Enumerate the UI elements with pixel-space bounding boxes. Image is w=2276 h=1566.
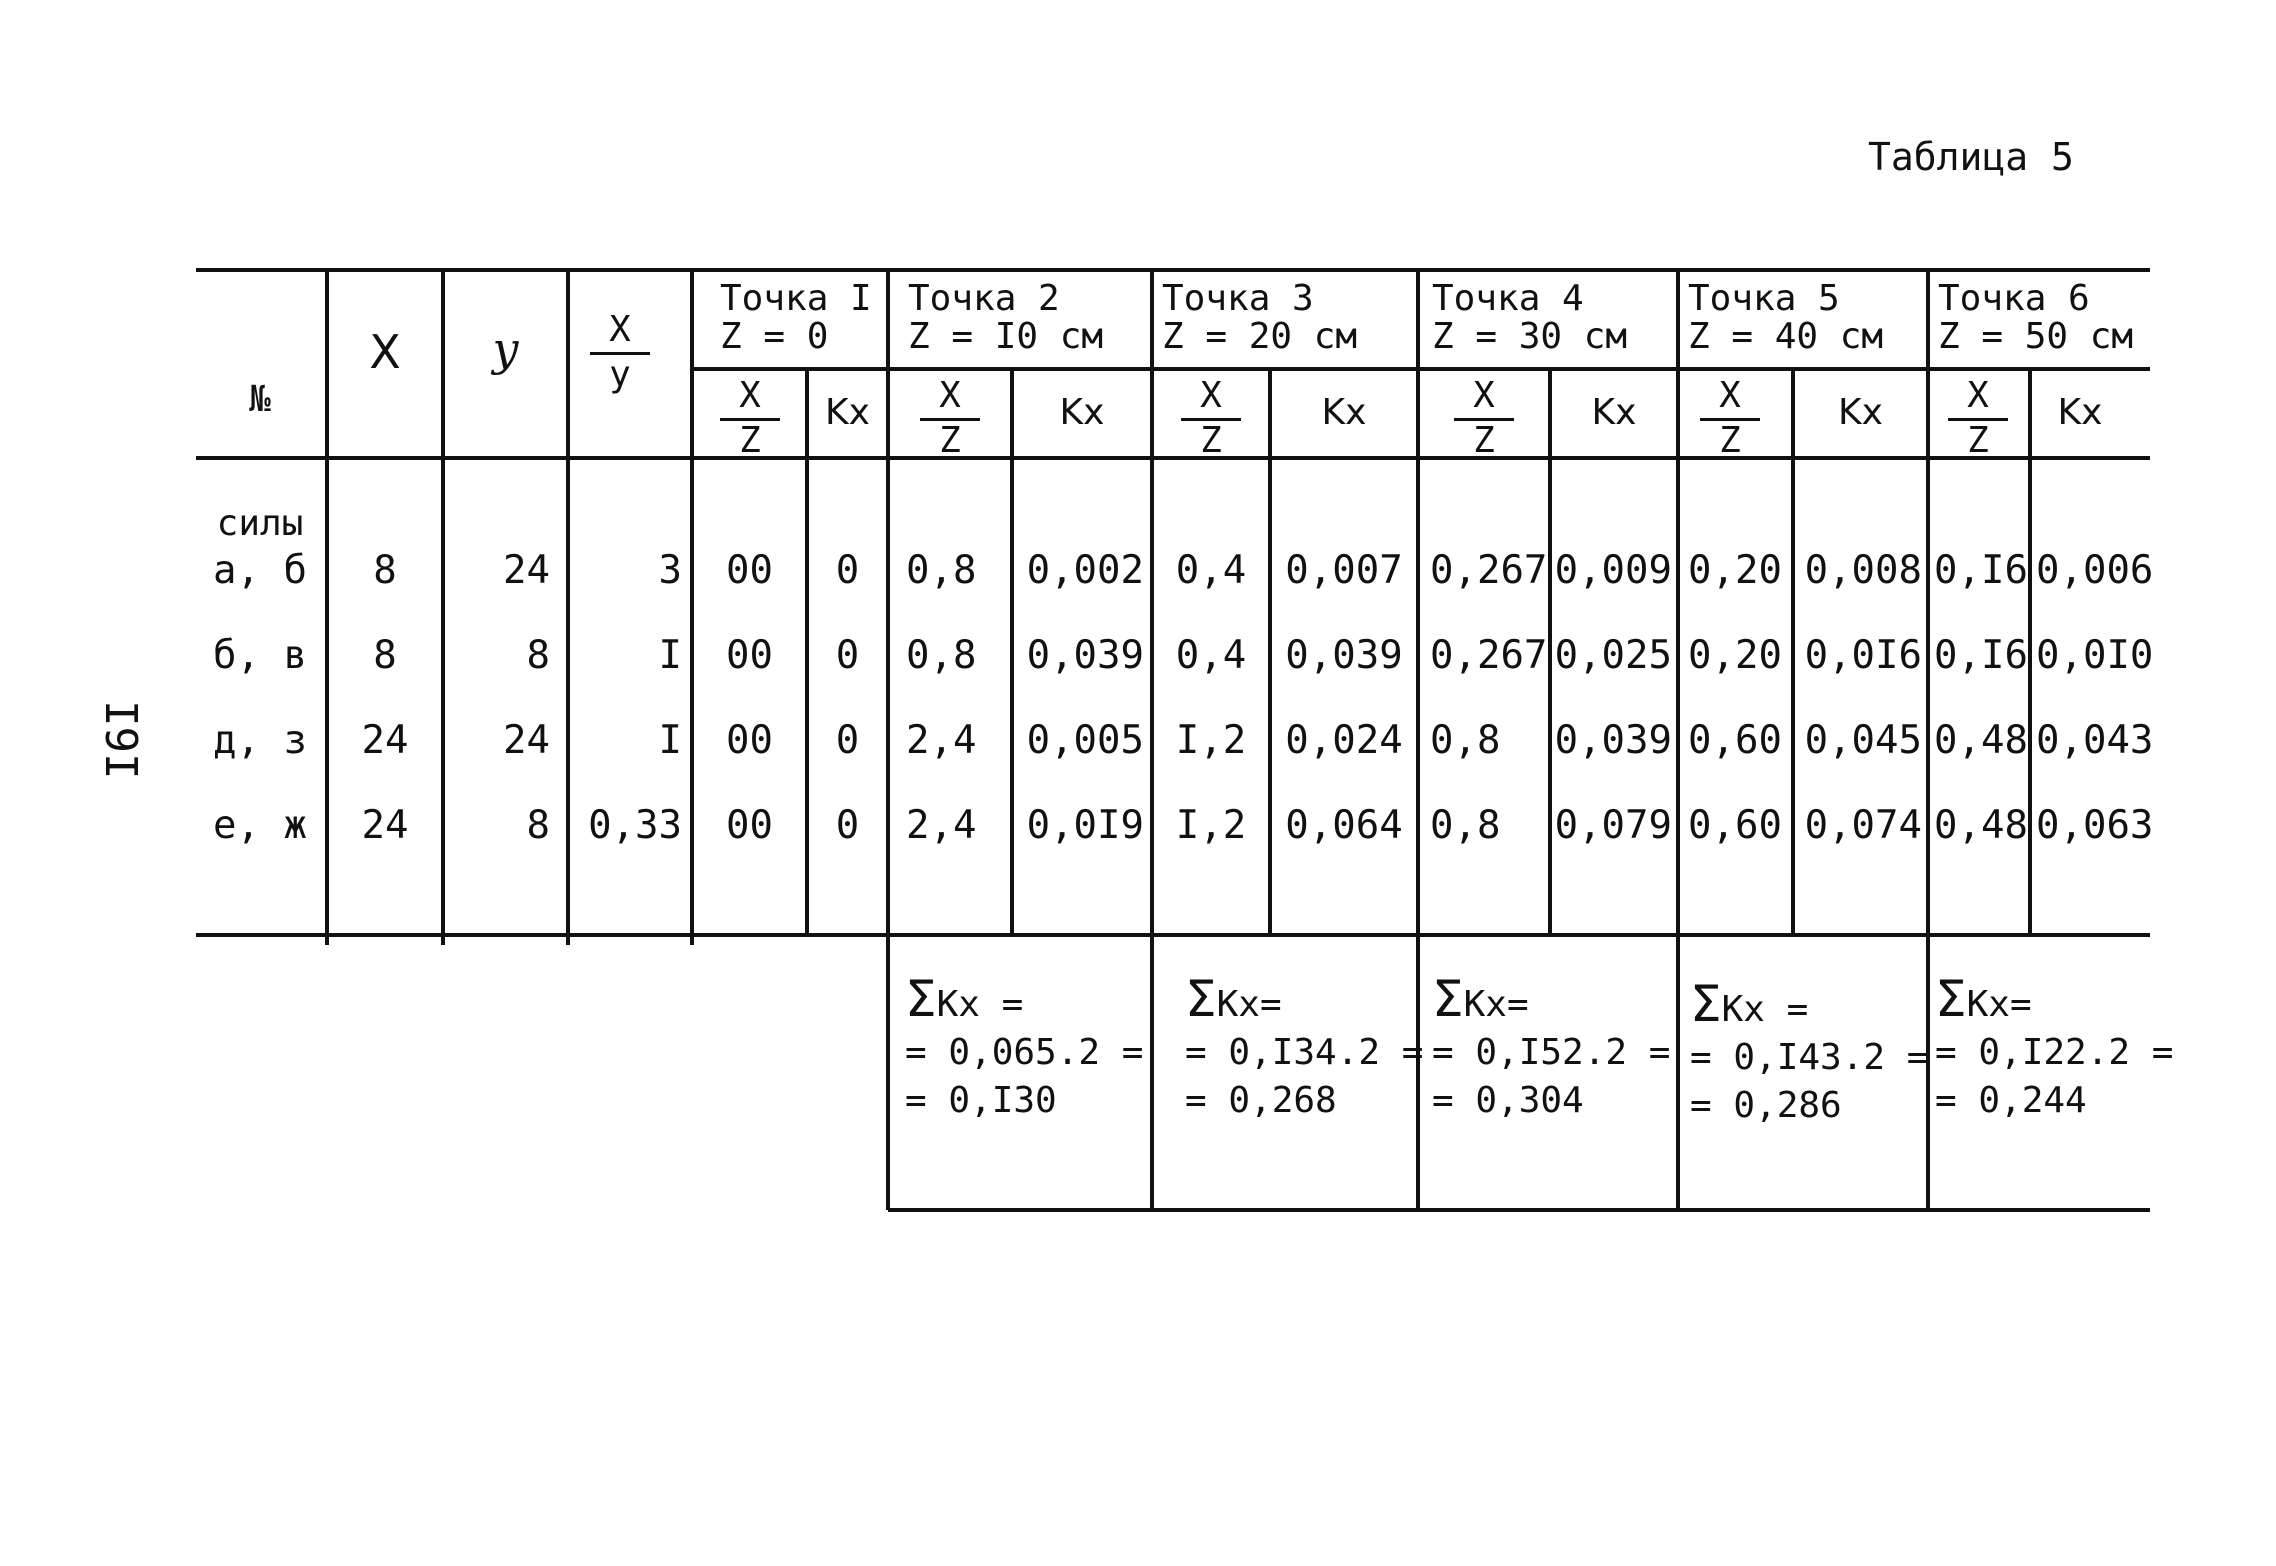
cell-ratio: 00 bbox=[726, 718, 773, 763]
x-column-header: X bbox=[369, 325, 401, 379]
point-1-name: Точка I bbox=[720, 278, 872, 319]
cell-kx: 0,007 bbox=[1285, 548, 1403, 593]
cell-xy: 0,33 bbox=[588, 803, 682, 848]
sigma-icon: Σ bbox=[905, 970, 937, 1028]
point-2-depth: Z = I0 см bbox=[908, 316, 1104, 357]
cell-xy: I bbox=[658, 633, 682, 678]
sigma-icon: Σ bbox=[1935, 970, 1967, 1028]
cell-kx: 0 bbox=[835, 548, 860, 593]
cell-kx: 0,0I6 bbox=[1804, 633, 1922, 678]
subheader-ratio: $\frac{X}{Z}$ bbox=[920, 378, 980, 459]
force-number-label: силы bbox=[216, 503, 304, 544]
subheader-ratio: $\frac{X}{Z}$ bbox=[720, 378, 780, 459]
cell-y: 24 bbox=[503, 548, 550, 593]
force-number-header bbox=[200, 305, 320, 581]
cell-kx: 0 bbox=[835, 633, 860, 678]
page-number: I9I bbox=[95, 700, 146, 780]
sum-point-2: ΣKx = = 0,065.2 = = 0,I30 bbox=[905, 970, 1144, 1121]
cell-kx: 0,079 bbox=[1554, 803, 1672, 848]
point-1-header bbox=[720, 280, 872, 356]
cell-ratio: I,2 bbox=[1175, 718, 1247, 763]
cell-kx: 0 bbox=[835, 803, 860, 848]
subheader-ratio: $\frac{X}{Z}$ bbox=[1454, 378, 1514, 459]
cell-ratio: 0,20 bbox=[1688, 633, 1782, 678]
force-number-symbol: № bbox=[249, 379, 271, 420]
ratio-numerator: X bbox=[609, 309, 631, 350]
point-6-header bbox=[1938, 280, 2133, 356]
sum-point-3: ΣKx= = 0,I34.2 = = 0,268 bbox=[1185, 970, 1424, 1121]
cell-ratio: 0,I6 bbox=[1934, 548, 2028, 593]
cell-kx: 0,024 bbox=[1285, 718, 1403, 763]
cell-kx: 0,064 bbox=[1285, 803, 1403, 848]
cell-kx: 0,025 bbox=[1554, 633, 1672, 678]
cell-kx: 0,074 bbox=[1804, 803, 1922, 848]
cell-kx: 0,039 bbox=[1285, 633, 1403, 678]
subheader-ratio: $\frac{X}{Z}$ bbox=[1948, 378, 2008, 459]
point-6-name: Точка 6 bbox=[1938, 278, 2090, 319]
cell-ratio: 2,4 bbox=[906, 718, 977, 763]
table-title: Таблица 5 bbox=[1868, 135, 2074, 179]
cell-kx: 0,0I9 bbox=[1026, 803, 1144, 848]
cell-ratio: 0,I6 bbox=[1934, 633, 2028, 678]
sum-point-5: ΣKx = = 0,I43.2 = = 0,286 bbox=[1690, 975, 1929, 1126]
cell-ratio: 00 bbox=[726, 803, 773, 848]
subheader-kx: Kx bbox=[2057, 392, 2103, 433]
cell-xy: 3 bbox=[658, 548, 682, 593]
point-4-name: Точка 4 bbox=[1432, 278, 1584, 319]
cell-kx: 0,039 bbox=[1026, 633, 1144, 678]
cell-ratio: 0,60 bbox=[1688, 803, 1782, 848]
sum-point-4: ΣKx= = 0,I52.2 = = 0,304 bbox=[1432, 970, 1671, 1121]
subheader-kx: Kx bbox=[1591, 392, 1637, 433]
cell-y: 8 bbox=[526, 803, 550, 848]
sigma-icon: Σ bbox=[1185, 970, 1217, 1028]
cell-kx: 0,045 bbox=[1804, 718, 1922, 763]
cell-ratio: 0,267 bbox=[1430, 633, 1548, 678]
cell-force: а, б bbox=[213, 548, 307, 593]
point-5-header bbox=[1688, 280, 1883, 356]
point-4-depth: Z = 30 см bbox=[1432, 316, 1628, 357]
point-6-depth: Z = 50 см bbox=[1938, 316, 2134, 357]
cell-kx: 0,005 bbox=[1026, 718, 1144, 763]
cell-ratio: 0,267 bbox=[1430, 548, 1548, 593]
cell-ratio: 0,8 bbox=[906, 548, 977, 593]
cell-x: 24 bbox=[361, 718, 409, 763]
cell-kx: 0 bbox=[835, 718, 860, 763]
cell-kx: 0,009 bbox=[1554, 548, 1672, 593]
point-2-header bbox=[908, 280, 1103, 356]
cell-x: 8 bbox=[373, 633, 397, 678]
cell-kx: 0,063 bbox=[2036, 803, 2154, 848]
cell-kx: 0,006 bbox=[2036, 548, 2154, 593]
cell-ratio: 0,4 bbox=[1175, 633, 1247, 678]
cell-kx: 0,0I0 bbox=[2036, 633, 2154, 678]
point-5-name: Точка 5 bbox=[1688, 278, 1840, 319]
x-over-y-header bbox=[590, 309, 650, 395]
cell-ratio: 0,8 bbox=[906, 633, 977, 678]
cell-ratio: 0,8 bbox=[1430, 718, 1501, 763]
cell-x: 8 bbox=[373, 548, 397, 593]
ratio-denominator: y bbox=[590, 352, 650, 393]
point-5-depth: Z = 40 см bbox=[1688, 316, 1884, 357]
subheader-ratio: $\frac{X}{Z}$ bbox=[1181, 378, 1241, 459]
sigma-icon: Σ bbox=[1432, 970, 1464, 1028]
cell-ratio: 00 bbox=[726, 548, 773, 593]
subheader-kx: Kx bbox=[825, 392, 870, 433]
cell-ratio: I,2 bbox=[1175, 803, 1247, 848]
subheader-kx: Kx bbox=[1059, 392, 1105, 433]
cell-x: 24 bbox=[361, 803, 409, 848]
subheader-kx: Kx bbox=[1838, 392, 1883, 433]
y-column-header: y bbox=[492, 322, 519, 376]
sigma-icon: Σ bbox=[1690, 975, 1722, 1033]
cell-kx: 0,039 bbox=[1554, 718, 1672, 763]
point-1-depth: Z = 0 bbox=[720, 316, 829, 357]
cell-y: 8 bbox=[526, 633, 550, 678]
point-4-header bbox=[1432, 280, 1627, 356]
cell-ratio: 2,4 bbox=[906, 803, 977, 848]
cell-ratio: 0,48 bbox=[1934, 803, 2028, 848]
cell-ratio: 0,60 bbox=[1688, 718, 1782, 763]
cell-force: д, з bbox=[213, 718, 307, 763]
cell-force: б, в bbox=[213, 633, 307, 678]
cell-ratio: 0,20 bbox=[1688, 548, 1782, 593]
sum-point-6: ΣKx= = 0,I22.2 = = 0,244 bbox=[1935, 970, 2174, 1121]
point-3-name: Точка 3 bbox=[1162, 278, 1314, 319]
cell-ratio: 0,8 bbox=[1430, 803, 1501, 848]
cell-y: 24 bbox=[503, 718, 550, 763]
cell-xy: I bbox=[658, 718, 682, 763]
point-2-name: Точка 2 bbox=[908, 278, 1060, 319]
cell-kx: 0,002 bbox=[1026, 548, 1144, 593]
cell-force: е, ж bbox=[213, 803, 307, 848]
cell-ratio: 0,4 bbox=[1175, 548, 1247, 593]
subheader-kx: Kx bbox=[1321, 392, 1367, 433]
point-3-depth: Z = 20 см bbox=[1162, 316, 1358, 357]
subheader-ratio: $\frac{X}{Z}$ bbox=[1700, 378, 1760, 459]
point-3-header bbox=[1162, 280, 1357, 356]
cell-ratio: 00 bbox=[726, 633, 773, 678]
cell-kx: 0,043 bbox=[2036, 718, 2154, 763]
cell-ratio: 0,48 bbox=[1934, 718, 2028, 763]
cell-kx: 0,008 bbox=[1804, 548, 1922, 593]
